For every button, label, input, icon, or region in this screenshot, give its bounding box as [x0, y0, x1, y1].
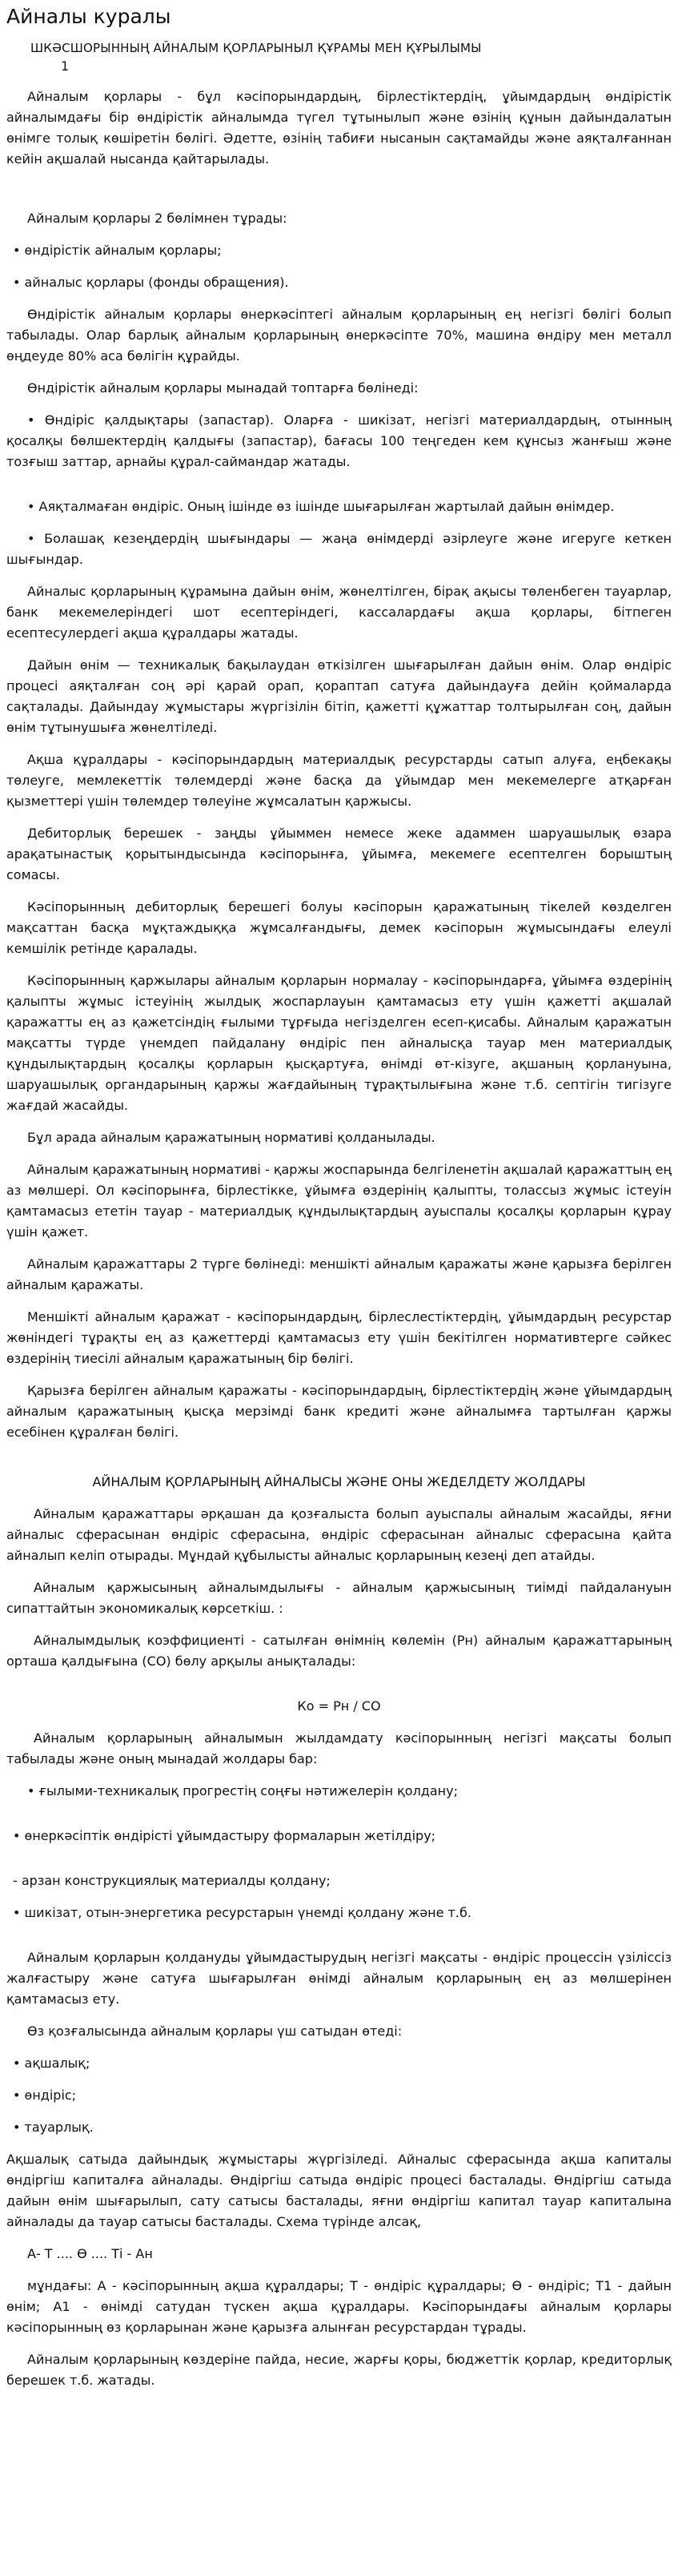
scheme: А- Т .... Ө .... Ті - Ан — [27, 2246, 153, 2261]
list-item: • ғылыми-техникалық прогрестің соңғы нәтижелерін қолдану; — [27, 1783, 458, 1798]
paragraph-7: Ақша құралдары - кәсіпорындардың материалдық ресурстарды сатып алуға, еңбекақы төлеуге, мемлекеттік төлемдерді және басқа да ұйымдар мен мекемелерге атқарған қызметтері үшін төлемдер төлеуіне жұмсалатын қаржысы. — [6, 752, 672, 809]
paragraph-16: Айналым қаражаттары әрқашан да қозғалыста болып ауыспалы айналым жасайды, яғни айналыс сферасынан өндіріс сферасына, өндіріс сферасынан айналыс сферасына қайта айналып келіп отырады. Мұндай құбылысты айналыс қорларының кезеңі деп атайды. — [6, 1506, 672, 1563]
list-item: • ақшалық; — [13, 2056, 90, 2071]
paragraph-3: Өндірістік айналым қорлары өнеркәсіптегі айналым қорларының ең негізгі бөлігі болып табылады. Олар барлық айналым қорларының өнеркәсіпте 70%, машина өндіру мен металл өңдеуде 80% аса бөлігін құрайды. — [6, 307, 672, 364]
paragraph-4: Өндірістік айналым қорлары мынадай топтарға бөлінеді: — [27, 380, 419, 396]
paragraph-19: Айналым қорларының айналымын жылдамдату кәсіпорынның негізгі мақсаты болып табылады және оның мынадай жолдары бар: — [6, 1730, 672, 1766]
paragraph-1: Айналым қорлары - бұл кәсіпорындардың, бірлестіктердің, ұйымдардың өндірістік айналымдағы бір өндірістік айналымда түгел тұтынылып және өзінің құнын дайындалатын өнімге толық көшіретін бөлігі. Әдетте, өзінің табиғи нысанын сақтамайды және аяқталғаннан кейін ақшалай нысанда қайтарылады. — [6, 89, 672, 167]
paragraph-5: Айналыс қорларының құрамына дайын өнім, жөнелтілген, бірақ ақысы төленбеген тауарлар, банк мекемелеріндегі шот есептеріндегі, кассалардағы ақша қорлары, бітпеген есептесулердегі ақша құралдары жатады. — [6, 584, 672, 641]
paragraph-21: Өз қозғалысында айналым қорлары үш сатыдан өтеді: — [27, 2023, 403, 2039]
list-item: • Болашақ кезеңдердің шығындары — жаңа өнімдерді әзірлеуге және игеруге кеткен шығындар. — [6, 531, 672, 567]
paragraph-6: Дайын өнім — техникалық бақылаудан өткізілген шығарылған дайын өнім. Олар өндіріс процесі аяқталған соң әрі қарай орап, қораптап сатуға дайындауға дейін қоймаларда сақталады. Дайындау жұмыстары жүргізілін бітіп, қажетті құжаттар толтырылған соң, дайын өнім тұтынушыға жөнелтіледі. — [6, 657, 672, 735]
page-title: Айналы куралы — [6, 5, 171, 28]
paragraph-10: Кәсіпорынның қаржылары айналым қорларын нормалау - кәсіпорындарға, ұйымға өздерінің қалыпты жұмыс істеуінің жылдық жоспарлауын қамтамасыз ету үшін қажетті ақшалай қаражатты ең аз қажетсіндің ғылыми тұрғыда негізделген есеп-қисабы. Айналым қаражатын мақсатты түрде үнемдеп пайдалану өндіріс пен айналысқа тауар мен материалдық құндылықтардың қосалқы қорларын қысқартуға, өнімді өт-кізуге, ақшаның қорлануына, шаруашылық органдарының қаржы жағдайының тұрақтылығына және т.б. септігін тигізуге жағдай жасайды. — [6, 973, 672, 1113]
paragraph-11: Бұл арада айналым қаражатының нормативі қолданылады. — [27, 1130, 435, 1145]
paragraph-15: Қарызға берілген айналым қаражаты - кәсіпорындардың, бірлестіктердің және ұйымдардың айналым қаражатының қысқа мерзімді банк кредиті және айналымға тартылған қаржы есебінен құралған бөлігі. — [6, 1383, 672, 1440]
list-item: • Аяқталмаған өндіріс. Оның ішінде өз ішінде шығарылған жартылай дайын өнімдер. — [27, 499, 615, 514]
section-heading: АЙНАЛЫМ ҚОРЛАРЫНЫҢ АЙНАЛЫСЫ ЖӘНЕ ОНЫ ЖЕДЕЛДЕТУ ЖОЛДАРЫ — [92, 1474, 586, 1489]
paragraph-2: Айналым қорлары 2 бөлімнен тұрады: — [27, 211, 287, 226]
paragraph-13: Айналым қаражаттары 2 түрге бөлінеді: меншікті айналым қаражаты және қарызға берілген айналым қаражаты. — [6, 1256, 672, 1292]
list-item: • өндірістік айналым қорлары; — [13, 243, 222, 258]
paragraph-22: Ақшалық сатыда дайындық жұмыстары жүргізіледі. Айналыс сферасында ақша капиталы өндіргіш капиталға айналады. Өндіргіш сатыда өндіріс процесі басталады. Өндіргіш сатыда дайын өнім шығарылып, сату сатысы басталады, яғни өндіргіш капитал тауар капиталына айналады да тауар сатысы басталады. Схема түрінде алсақ, — [6, 2152, 672, 2229]
paragraph-18: Айналымдылық коэффициенті - сатылған өнімнің көлемін (Pн) айналым қаражаттарының орташа қалдығына (СО) бөлу арқылы анықталады: — [6, 1633, 672, 1669]
paragraph-12: Айналым қаражатының нормативі - қаржы жоспарында белгіленетін ақшалай қаражаттың ең аз мөлшері. Ол кәсіпорынға, бірлестікке, ұйымға өздерінің қалыпты, толассыз жұмыс істеуін қамтамасыз ететін тауар - материалдық құндылықтардың ауыспалы қосалқы қорларын құрау үшін қажет. — [6, 1162, 672, 1240]
section-number: 1 — [61, 58, 70, 74]
formula: Ко = Рн / СО — [297, 1698, 381, 1714]
paragraph-8: Дебиторлық берешек - заңды ұйыммен немесе жеке адаммен шаруашылық өзара арақатынастық қорытындысында кәсіпорынға, ұйымға, мекемеге есептелген борыштың сомасы. — [6, 826, 672, 882]
list-item: • айналыс қорлары (фонды обращения). — [13, 275, 289, 290]
paragraph-14: Меншікті айналым қаражат - кәсіпорындардың, бірлеслестіктердің, ұйымдардың ресурстар жөніндегі тұрақты ең аз қажеттерді қамтамасыз ету үшін бекітілген нормативтерге сәйкес өздерінің тиесілі айналым қаражатының бір бөлігі. — [6, 1309, 672, 1366]
list-item: • тауарлық. — [13, 2120, 94, 2135]
paragraph-9: Кәсіпорынның дебиторлық берешегі болуы кәсіпорын қаражатының тікелей көзделген мақсаттан басқа мұқтаждыққа жұмсалғандығы, демек кәсіпорын жұмысындағы елеулі кемшілік ретінде қаралады. — [6, 899, 672, 956]
list-item: • өнеркәсіптік өндірісті ұйымдастыру формаларын жетілдіру; — [13, 1828, 436, 1843]
list-item: • Өндіріс қалдықтары (запастар). Оларға - шикізат, негізгі материалдардың, отынның қосалқы бөлшектердің қалдығы (запастар), бағасы 100 теңгеден кем құнсыз жанғыш және тозғыш заттар, арнайы құрал-саймандар жатады. — [6, 412, 672, 469]
paragraph-23: мұндағы: А - кәсіпорынның ақша құралдары; Т - өндіріс құралдары; Ө - өндіріс; Т1 - дайын өнім; А1 - өнімді сатудан түскен ақша құралдары. Кәсіпорындағы айналым қорлары кәсіпорынның өз қорларынан және қарызға алынған ресурстардан тұрады. — [6, 2278, 672, 2335]
paragraph-17: Айналым қаржысының айналымдылығы - айналым қаржысының тиімді пайдалануын сипаттайтын экономикалық көрсеткіш. : — [6, 1580, 672, 1616]
list-item: • өндіріс; — [13, 2088, 77, 2103]
paragraph-24: Айналым қорларының көздеріне пайда, несие, жарғы қоры, бюджеттік қорлар, кредиторлық берешек т.б. жатады. — [6, 2352, 672, 2388]
section-title: ШКӘСШОРЫННЫҢ АЙНАЛЫМ ҚОРЛАРЫНЫЛ ҚҰРАМЫ МЕН ҚҰРЫЛЫМЫ — [30, 41, 482, 55]
paragraph-20: Айналым қорларын қолдануды ұйымдастырудың негізгі мақсаты - өндіріс процессін үзіліссіз жалғастыру және сатуға шығарылған өнімді айналым қорларының ең аз мөлшерінен қамтамасыз ету. — [6, 1950, 672, 2007]
list-item: • шикізат, отын-энергетика ресурстарын үнемді қолдану және т.б. — [13, 1905, 471, 1920]
list-item: - арзан конструкциялық материалды қолдану; — [13, 1873, 331, 1888]
